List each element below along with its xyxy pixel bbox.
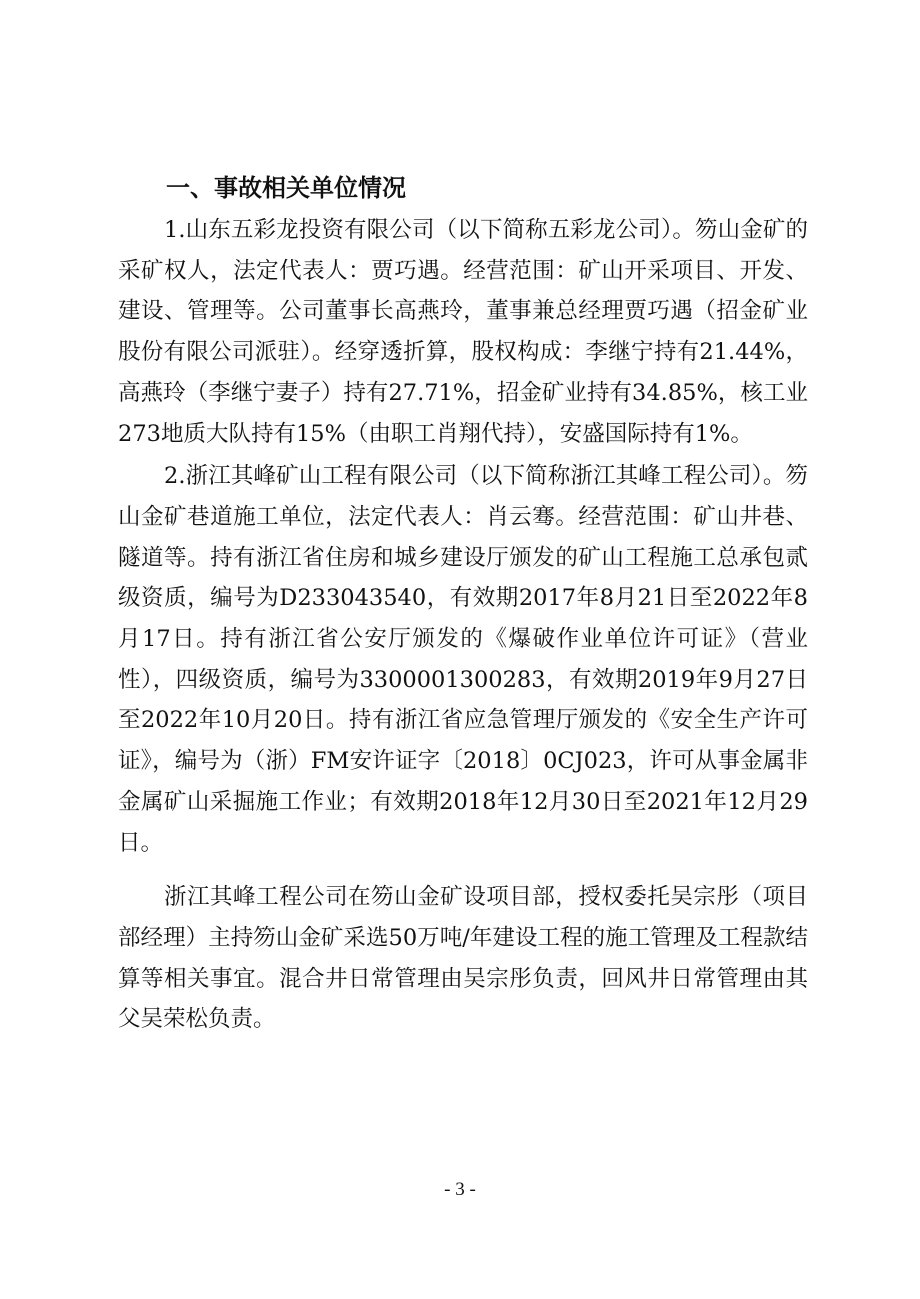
page-number: - 3 -: [444, 1179, 476, 1200]
paragraph-wucailong-company: 1.山东五彩龙投资有限公司（以下简称五彩龙公司）。笏山金矿的采矿权人，法定代表人：贾巧遇。经营范围：矿山开采项目、开发、建设、管理等。公司董事长高燕玲，董事兼总经理贾巧遇（招金矿业股份有限公司派驻）。经穿透折算，股权构成：李继宁持有21.44%，高燕玲（李继宁妻子）持有27.71%，招金矿业持有34.85%，核工业273地质大队持有15%（由职工肖翔代持），安盛国际持有1%。: [118, 217, 808, 447]
section-heading: 一、事故相关单位情况: [166, 174, 406, 202]
paragraph-qifeng-company: 2.浙江其峰矿山工程有限公司（以下简称浙江其峰工程公司）。笏山金矿巷道施工单位，法定代表人：肖云骞。经营范围：矿山井巷、隧道等。持有浙江省住房和城乡建设厅颁发的矿山工程施工总承包贰级资质，编号为D233043540，有效期2017年8月21日至2022年8月17日。持有浙江省公安厅颁发的《爆破作业单位许可证》（营业性），四级资质，编号为3300001300283，有效期2019年9月27日至2022年10月20日。持有浙江省应急管理厅颁发的《安全生产许可证》，编号为（浙）FM安许证字〔2018〕0CJ023，许可从事金属非金属矿山采掘施工作业；有效期2018年12月30日至2021年12月29日。: [118, 463, 808, 856]
document-body: [118, 168, 808, 1040]
paragraph-project-department: 浙江其峰工程公司在笏山金矿设项目部，授权委托吴宗彤（项目部经理）主持笏山金矿采选50万吨/年建设工程的施工管理及工程款结算等相关事宜。混合井日常管理由吴宗彤负责，回风井日常管理由其父吴荣松负责。: [118, 884, 808, 1033]
